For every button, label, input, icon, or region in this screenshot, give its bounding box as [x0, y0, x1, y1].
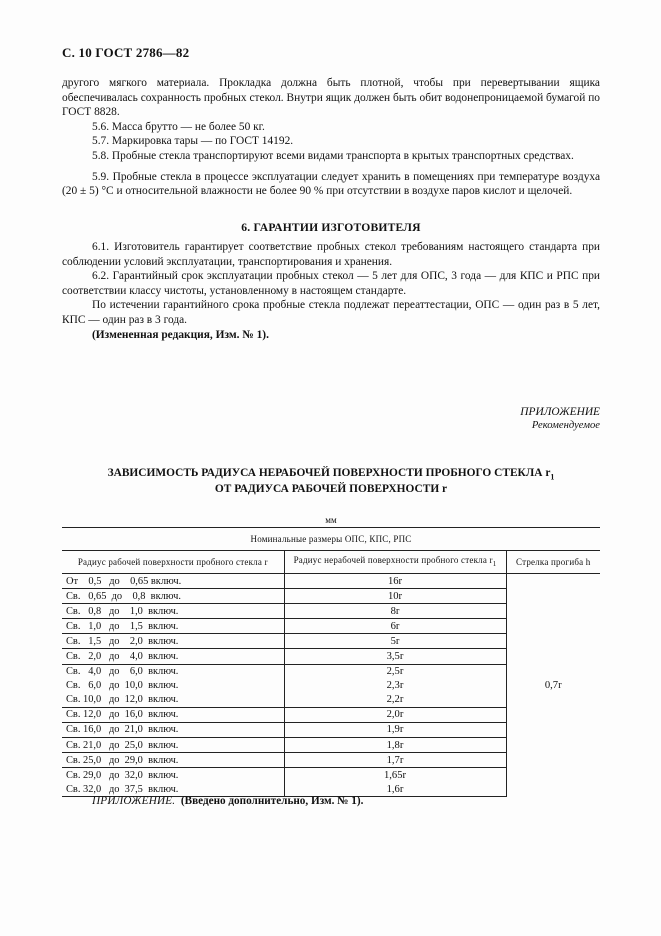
amendment-note: (Измененная редакция, Изм. № 1).	[92, 328, 269, 341]
range-cell: От 0,5 до 0,65 включ.	[62, 574, 284, 589]
paragraph-6-1: 6.1. Изготовитель гарантирует соответствие пробных стекол требованиям настоящего стандарта при соблюдении условий эксплуатации, транспортирования и хранения.	[62, 241, 600, 268]
appendix-title-line-2: ОТ РАДИУСА РАБОЧЕЙ ПОВЕРХНОСТИ r	[214, 483, 448, 496]
nonworking-radius-cell: 2,3r	[284, 679, 506, 693]
range-cell: Св. 21,0 до 25,0 включ.	[62, 738, 284, 753]
range-cell: Св. 32,0 до 37,5 включ.	[62, 782, 284, 797]
nonworking-radius-cell: 2,0r	[284, 707, 506, 722]
paragraph-5-7: 5.7. Маркировка тары — по ГОСТ 14192.	[92, 135, 294, 148]
nonworking-radius-cell: 2,2r	[284, 693, 506, 708]
sag-value-cell: 0,7r	[544, 679, 562, 691]
footer-appendix-label: ПРИЛОЖЕНИЕ.	[92, 795, 176, 807]
range-cell: Св. 16,0 до 21,0 включ.	[62, 722, 284, 737]
column-header-nonworking-radius-text: Радиус нерабочей поверхности пробного стекла r	[293, 554, 493, 565]
nonworking-radius-cell: 2,5r	[284, 664, 506, 679]
nonworking-radius-cell: 1,65r	[284, 768, 506, 783]
column-header-subscript: 1	[492, 559, 497, 568]
radius-table	[62, 527, 600, 797]
nonworking-radius-cell: 1,7r	[284, 753, 506, 768]
section-6-text	[62, 240, 600, 342]
nonworking-radius-cell: 8r	[284, 604, 506, 619]
range-cell: Св. 12,0 до 16,0 включ.	[62, 707, 284, 722]
appendix-title-line-1	[62, 467, 600, 483]
column-header-working-radius: Радиус рабочей поверхности пробного стекла r	[62, 551, 284, 574]
table-row	[62, 574, 600, 589]
appendix-title-subscript: 1	[550, 472, 555, 482]
column-header-sag: Стрелка прогиба h	[506, 551, 600, 574]
appendix-title-line-1-text: ЗАВИСИМОСТЬ РАДИУСА НЕРАБОЧЕЙ ПОВЕРХНОСТИ ПРОБНОГО СТЕКЛА r	[107, 467, 551, 479]
nonworking-radius-cell: 16r	[284, 574, 506, 589]
section-5-text	[62, 76, 600, 199]
range-cell: Св. 6,0 до 10,0 включ.	[62, 679, 284, 693]
nonworking-radius-cell: 5r	[284, 634, 506, 649]
range-cell: Св. 1,5 до 2,0 включ.	[62, 634, 284, 649]
paragraph-5-9: 5.9. Пробные стекла в процессе эксплуатации следует хранить в помещениях при температуре воздуха (20 ± 5) °С и относительной влажности не более 90 % при отсутствии в воздухе паров кислот и щелочей.	[62, 170, 600, 198]
nonworking-radius-cell: 1,6r	[284, 782, 506, 797]
table-body	[62, 574, 600, 797]
nonworking-radius-cell: 10r	[284, 589, 506, 604]
column-header-nonworking-radius	[284, 551, 506, 574]
nonworking-radius-cell: 3,5r	[284, 649, 506, 664]
range-cell: Св. 2,0 до 4,0 включ.	[62, 649, 284, 664]
nonworking-radius-cell: 6r	[284, 619, 506, 634]
paragraph-5-6: 5.6. Масса брутто — не более 50 кг.	[92, 120, 265, 133]
footer-note	[92, 795, 363, 807]
range-cell: Св. 0,65 до 0,8 включ.	[62, 589, 284, 604]
range-cell: Св. 29,0 до 32,0 включ.	[62, 768, 284, 783]
appendix-label-text: ПРИЛОЖЕНИЕ	[520, 406, 600, 418]
range-cell: Св. 0,8 до 1,0 включ.	[62, 604, 284, 619]
range-cell: Св. 25,0 до 29,0 включ.	[62, 753, 284, 768]
appendix-label	[520, 406, 600, 432]
table-group-header-row	[62, 528, 600, 551]
range-cell: Св. 1,0 до 1,5 включ.	[62, 619, 284, 634]
paragraph-5-8: 5.8. Пробные стекла транспортируют всеми видами транспорта в крытых транспортных средствах.	[92, 149, 574, 162]
appendix-sublabel: Рекомендуемое	[531, 420, 600, 431]
footer-amendment: (Введено дополнительно, Изм. № 1).	[180, 795, 364, 807]
paragraph-6-2: 6.2. Гарантийный срок эксплуатации пробных стекол — 5 лет для ОПС, 3 года — для КПС и РПС при соответствии классу чистоты, установленному в настоящем стандарте.	[62, 270, 600, 297]
appendix-title	[62, 467, 600, 496]
section-6-heading: 6. ГАРАНТИИ ИЗГОТОВИТЕЛЯ	[241, 221, 421, 234]
range-cell: Св. 4,0 до 6,0 включ.	[62, 664, 284, 679]
nonworking-radius-cell: 1,9r	[284, 722, 506, 737]
paragraph-6-2-continued: По истечении гарантийного срока пробные стекла подлежат переаттестации, ОПС — один раз в 5 лет, КПС — один раз в 3 года.	[62, 299, 600, 326]
nonworking-radius-cell: 1,8r	[284, 738, 506, 753]
table-column-header-row	[62, 551, 600, 574]
range-cell: Св. 10,0 до 12,0 включ.	[62, 693, 284, 708]
page-header: С. 10 ГОСТ 2786—82	[62, 45, 190, 60]
unit-label: мм	[325, 515, 337, 525]
table-group-header: Номинальные размеры ОПС, КПС, РПС	[62, 528, 600, 551]
paragraph-5-5-continued: другого мягкого материала. Прокладка должна быть плотной, чтобы при перевертывании ящика обеспечивалась сохранность пробных стекол. Внутри ящик должен быть обит водонепроницаемой бумагой по ГОСТ 8828.	[62, 77, 600, 119]
